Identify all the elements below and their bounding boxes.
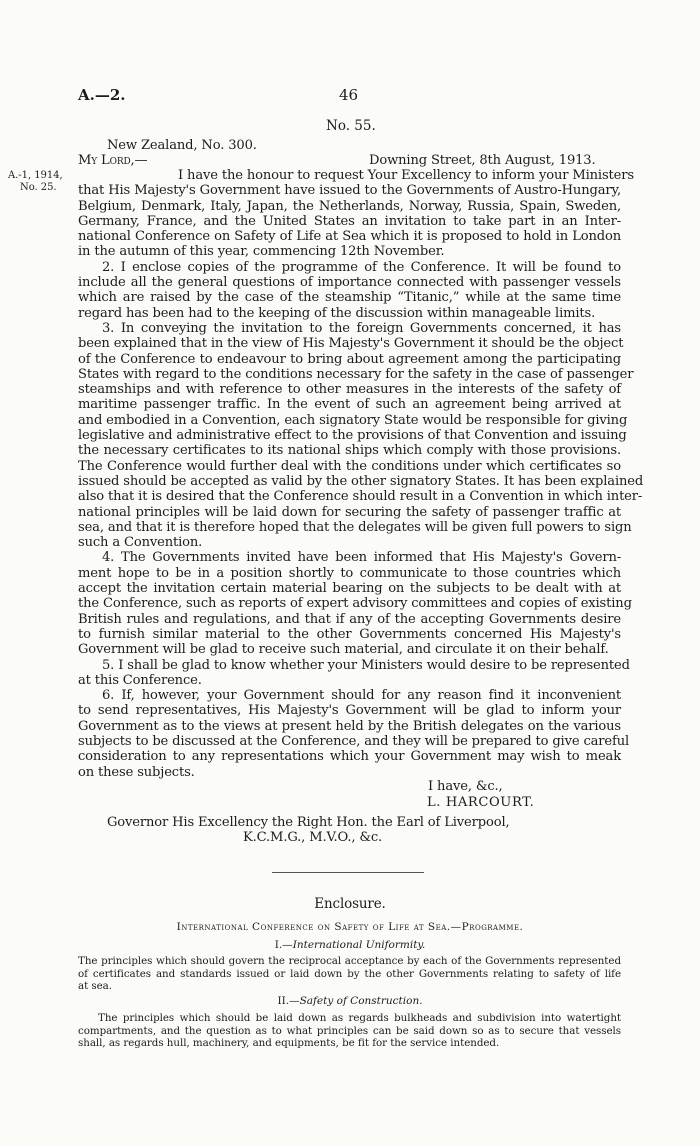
text-line: The principles which should govern the reciprocal acceptance by each of the Governments represented [78,955,621,967]
text-line: compartments, and the question as to what principles can be said down so as to secure that vessels [78,1024,621,1037]
text-line: ment hope to be in a position shortly to communicate to those countries which [78,565,621,581]
text-line: national Conference on Safety of Life at Sea which it is proposed to hold in London [78,229,621,245]
text-line: been explained that in the view of His Majesty's Government it should be the object [78,336,624,352]
paragraph [78,320,644,551]
text-line: the Conference, such as reports of expert advisory committees and copies of existing [78,596,632,612]
text-line: The Conference would further deal with the conditions under which certificates so [78,458,621,474]
text-line: that His Majesty's Government have issued to the Governments of Austro-Hungary, [78,183,621,199]
text-line: in the autumn of this year, commencing 12th November. [78,244,445,260]
text-line: 3. In conveying the invitation to the foreign Governments concerned, it has [102,320,621,336]
text-line: to send representatives, His Majesty's Government will be glad to inform your [78,703,621,719]
text-line: legislative and administrative effect to the provisions of that Convention and issuing [78,428,627,444]
section-heading [0,995,700,1007]
text-line: at this Conference. [78,672,202,688]
text-line: 4. The Governments invited have been informed that His Majesty's Govern- [102,550,621,566]
text-line: British rules and regulations, and that if any of the accepting Governments desire [78,611,621,627]
paragraph [78,550,632,658]
section-number: II.— [277,995,300,1007]
text-line: accept the invitation certain material bearing on the subjects to be dealt with at [78,581,621,597]
paragraph [78,168,634,260]
text-line: shall, as regards hull, machinery, and equipments, be fit for the service intended. [78,1037,500,1050]
paragraph [78,688,630,780]
text-line: also that it is desired that the Conference should result in a Convention in which inter- [78,489,643,505]
text-line: regard has been had to the keeping of the discussion within manageable limits. [78,305,596,321]
section-number: I.— [274,939,293,951]
section-body [78,955,621,993]
enclosure-heading: Enclosure. [314,896,386,912]
text-line: issued should be accepted as valid by the other signatory States. It has been explained [78,473,644,489]
text-line: the necessary certificates to its national ships which comply with those provisions. [78,443,621,459]
text-line: 5. I shall be glad to know whether your Ministers would desire to be represented [102,657,630,673]
paragraph [78,260,621,321]
signature: L. HARCOURT. [427,795,535,810]
text-line: subjects to be discussed at the Conference, and they will be prepared to give careful [78,733,630,749]
place-date: Downing Street, 8th August, 1913. [369,153,596,168]
closing: I have, &c., [428,779,503,794]
addressee-line: K.C.M.G., M.V.O., &c. [243,830,383,845]
text-line: of the Conference to endeavour to bring about agreement among the participating [78,351,621,367]
margin-reference-line: A.-1, 1914, [8,170,63,181]
section-heading [0,939,700,951]
section-body [78,1012,621,1050]
text-line: sea, and that it is therefore hoped that the delegates will be given full powers to sign [78,519,632,535]
page-ref: A.—2. [78,86,126,104]
text-line: maritime passenger traffic. In the event of such an agreement being arrived at [78,397,621,413]
section-title: Safety of Construction. [299,995,423,1007]
text-line: Government will be glad to receive such material, and circulate it on their behalf. [78,642,609,658]
text-line: and embodied in a Convention, each signatory State would be responsible for giving [78,412,628,428]
text-line: which are raised by the case of the steamship “Titanic,” while at the same time [78,290,621,306]
paragraph [78,657,630,689]
text-line: Belgium, Denmark, Italy, Japan, the Netherlands, Norway, Russia, Spain, Sweden, [78,198,621,214]
text-line: consideration to any representations which your Government may wish to meak [78,749,621,765]
text-line: to furnish similar material to the other Governments concerned His Majesty's [78,626,621,642]
text-line: I have the honour to request Your Excellency to inform your Ministers [178,168,634,183]
text-line: include all the general questions of importance connected with passenger vessels [78,275,621,291]
margin-reference [8,170,63,194]
page-number: 46 [339,86,359,104]
divider [272,872,424,873]
addressee-line: Governor His Excellency the Right Hon. the Earl of Liverpool, [107,815,510,830]
text-line: 2. I enclose copies of the programme of the Conference. It will be found to [102,259,621,275]
text-line: national principles will be laid down for securing the safety of passenger traffic at [78,504,621,520]
text-line: 6. If, however, your Government should for any reason find it inconvenient [102,688,621,704]
document-number: No. 55. [326,118,376,134]
text-line: steamships and with reference to other measures in the interests of the safety of [78,382,621,398]
margin-reference-line: No. 25. [20,182,57,193]
text-line: such a Convention. [78,535,203,551]
letter-origin: New Zealand, No. 300. [107,138,257,153]
enclosure-title: International Conference on Safety of Life at Sea.—Programme. [176,921,524,933]
text-line: Germany, France, and the United States an invitation to take part in an Inter- [78,213,621,229]
section-title: International Uniformity. [292,939,426,951]
text-line: Government as to the views at present held by the British delegates on the various [78,718,621,734]
text-line: of certificates and standards issued or laid down by the other Governments relating to safety of life [78,967,621,980]
text-line: The principles which should be laid down as regards bulkheads and subdivision into watertight [98,1012,621,1024]
text-line: at sea. [78,980,112,993]
salutation: My Lord,— [78,153,148,168]
text-line: States with regard to the conditions necessary for the safety in the case of passenger [78,366,634,382]
text-line: on these subjects. [78,764,195,780]
letter-body [78,168,644,780]
